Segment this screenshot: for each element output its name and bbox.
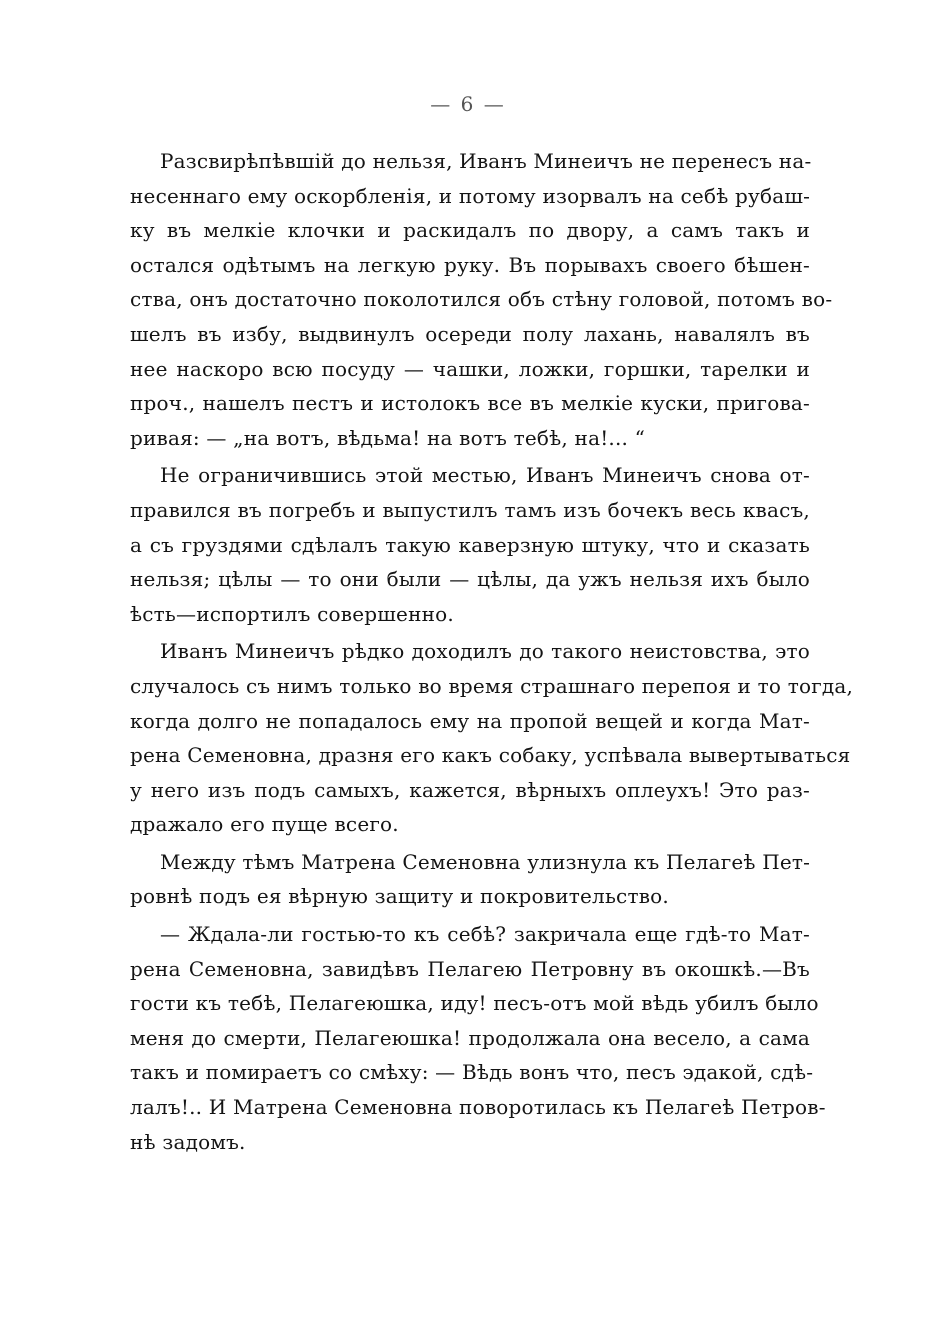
- text-line: ства, онъ достаточно поколотился объ стѣну головой, потомъ во-: [130, 287, 833, 312]
- text-line: нѣ задомъ.: [130, 1129, 246, 1154]
- text-line: Не ограничившись этой местью, Иванъ Минеичъ снова от-: [160, 463, 810, 488]
- paragraph-5: [130, 917, 826, 1159]
- paragraph-4: [130, 845, 810, 914]
- text-line: когда долго не попадалось ему на пропой вещей и когда Мат-: [130, 708, 810, 733]
- text-line: ривая: — „на вотъ, вѣдьма! на вотъ тебѣ, на!... “: [130, 425, 646, 450]
- text-line: Между тѣмъ Матрена Семеновна улизнула къ Пелагеѣ Пет-: [160, 849, 811, 874]
- text-line: лалъ!.. И Матрена Семеновна поворотилась къ Пелагеѣ Петров-: [130, 1095, 826, 1120]
- text-line: а съ груздями сдѣлалъ такую каверзную штуку, что и сказать: [130, 532, 810, 557]
- text-line: правился въ погребъ и выпустилъ тамъ изъ бочекъ весь квасъ,: [130, 497, 810, 522]
- text-line: несеннаго ему оскорбленія, и потому изорвалъ на себѣ рубаш-: [130, 183, 811, 208]
- text-line: остался одѣтымъ на легкую руку. Въ порывахъ своего бѣшен-: [130, 252, 810, 277]
- text-line: дражало его пуще всего.: [130, 812, 399, 837]
- paragraph-2: [130, 458, 810, 631]
- text-line: у него изъ подъ самыхъ, кажется, вѣрныхъ оплеухъ! Это раз-: [130, 777, 810, 802]
- text-line: шелъ въ избу, выдвинулъ осереди полу лахань, навалялъ въ: [130, 321, 810, 346]
- page-number: — 6 —: [430, 92, 506, 116]
- text-line: случалось съ нимъ только во время страшнаго перепоя и то тогда,: [130, 673, 854, 698]
- text-line: гости къ тебѣ, Пелагеюшка, иду! песъ-отъ мой вѣдь убилъ было: [130, 991, 819, 1016]
- text-line: такъ и помираетъ со смѣху: — Вѣдь вонъ что, песъ эдакой, сдѣ-: [130, 1060, 814, 1085]
- paragraph-3: [130, 634, 854, 842]
- text-line: ку въ мелкіе клочки и раскидалъ по двору, а самъ такъ и: [130, 218, 810, 243]
- text-line: ровнѣ подъ ея вѣрную защиту и покровительство.: [130, 884, 669, 909]
- text-line: ѣсть—испортилъ совершенно.: [130, 601, 454, 626]
- text-line: нельзя; цѣлы — то они были — цѣлы, да ужъ нельзя ихъ было: [130, 567, 810, 592]
- text-line: — Ждала-ли гостью-то къ себѣ? закричала еще гдѣ-то Мат-: [160, 922, 810, 947]
- text-line: рена Семеновна, дразня его какъ собаку, успѣвала вывертываться: [130, 743, 851, 768]
- text-line: нее наскоро всю посуду — чашки, ложки, горшки, тарелки и: [130, 356, 810, 381]
- text-line: рена Семеновна, завидѣвъ Пелагею Петровну въ окошкѣ.—Въ: [130, 956, 810, 981]
- body-text: [130, 144, 854, 1162]
- paragraph-1: [130, 144, 833, 455]
- text-line: проч., нашелъ пестъ и истолокъ все въ мелкіе куски, пригова-: [130, 391, 810, 416]
- text-line: Иванъ Минеичъ рѣдко доходилъ до такого неистовства, это: [160, 639, 810, 664]
- text-line: Разсвирѣпѣвшій до нельзя, Иванъ Минеичъ не перенесъ на-: [160, 149, 812, 173]
- text-line: меня до смерти, Пелагеюшка! продолжала она весело, а сама: [130, 1025, 810, 1050]
